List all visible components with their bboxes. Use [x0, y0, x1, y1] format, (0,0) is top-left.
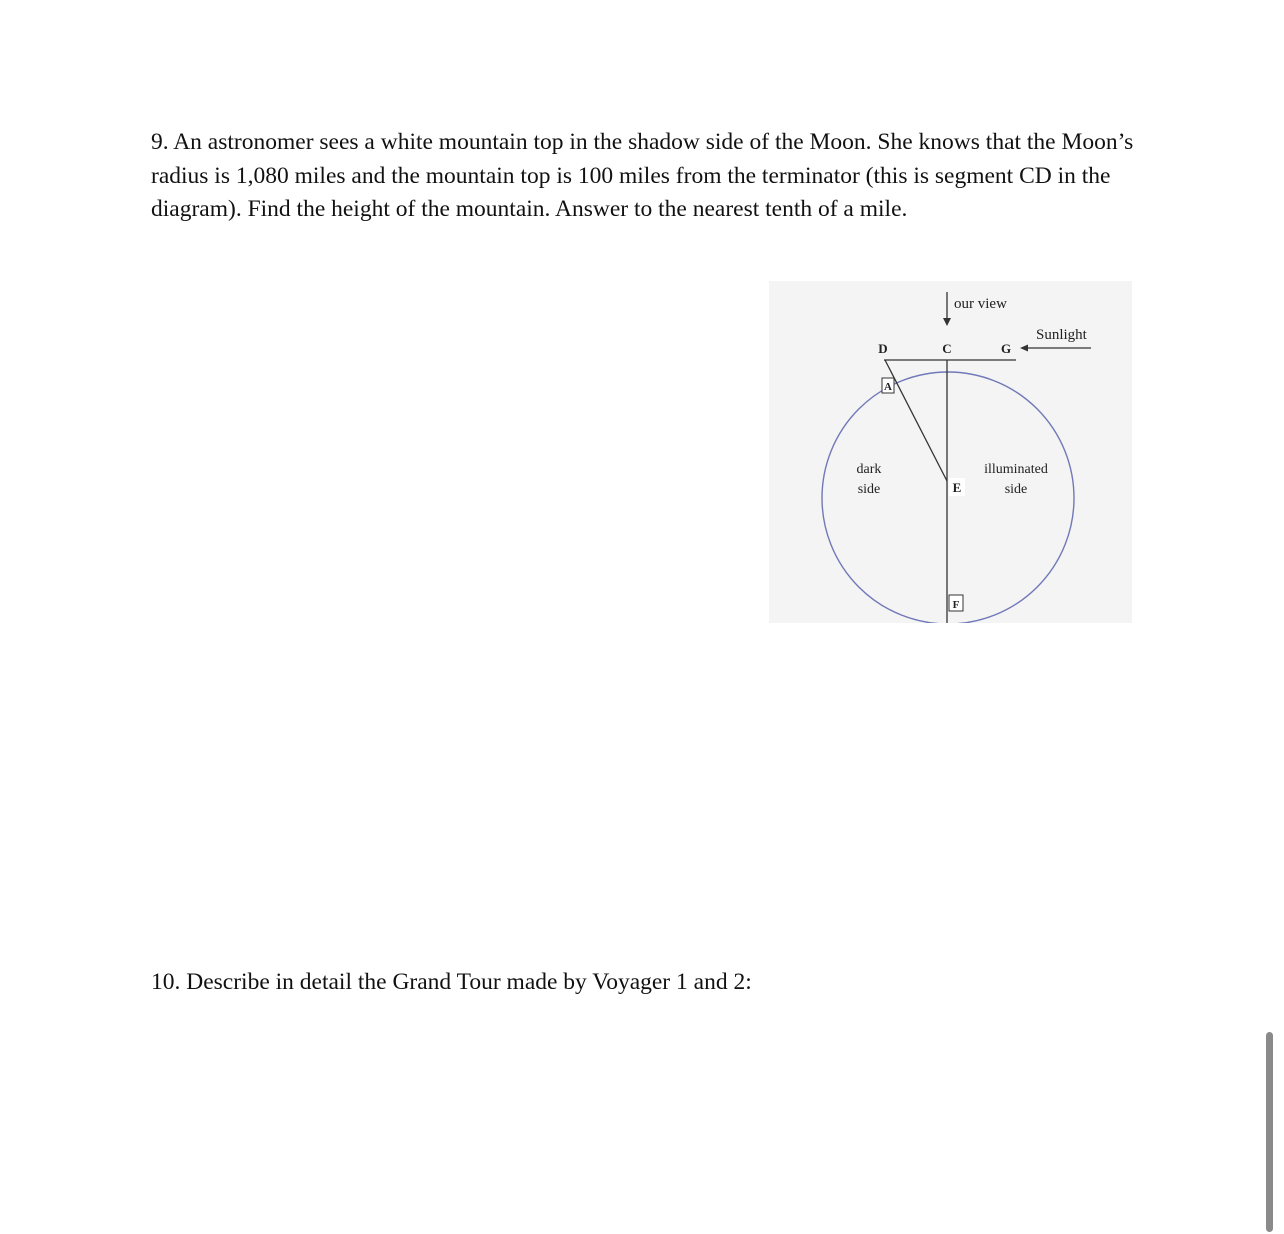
dark-side-label-line1: dark — [856, 462, 882, 477]
our-view-arrow-head — [943, 318, 951, 326]
vertical-scrollbar[interactable] — [1266, 1032, 1273, 1232]
question-10: 10. Describe in detail the Grand Tour made by Voyager 1 and 2: — [151, 969, 752, 995]
moon-diagram-svg — [769, 281, 1132, 623]
moon-circle — [822, 372, 1074, 623]
point-e-label: E — [952, 480, 962, 495]
point-c-label: C — [942, 341, 952, 356]
illuminated-side-label-line2: side — [1004, 482, 1028, 497]
point-a-label: A — [884, 381, 892, 393]
point-f-label: F — [952, 599, 960, 611]
illuminated-side-label-line1: illuminated — [984, 462, 1048, 477]
moon-diagram — [769, 281, 1132, 623]
point-d-label: D — [878, 341, 888, 356]
dark-side-label-line2: side — [857, 482, 881, 497]
sunlight-label: Sunlight — [1036, 327, 1087, 343]
question-9: 9. An astronomer sees a white mountain top in the shadow side of the Moon. She knows that the Moon’s radius is 1,080 miles and the mountain top is 100 miles from the terminator (this is segment CD in the diagram). Find the height of the mountain. Answer to the nearest tenth of a mile. — [151, 129, 1134, 222]
point-g-label: G — [1000, 341, 1012, 356]
sunlight-arrow-head — [1020, 345, 1028, 352]
our-view-label: our view — [954, 296, 1007, 312]
